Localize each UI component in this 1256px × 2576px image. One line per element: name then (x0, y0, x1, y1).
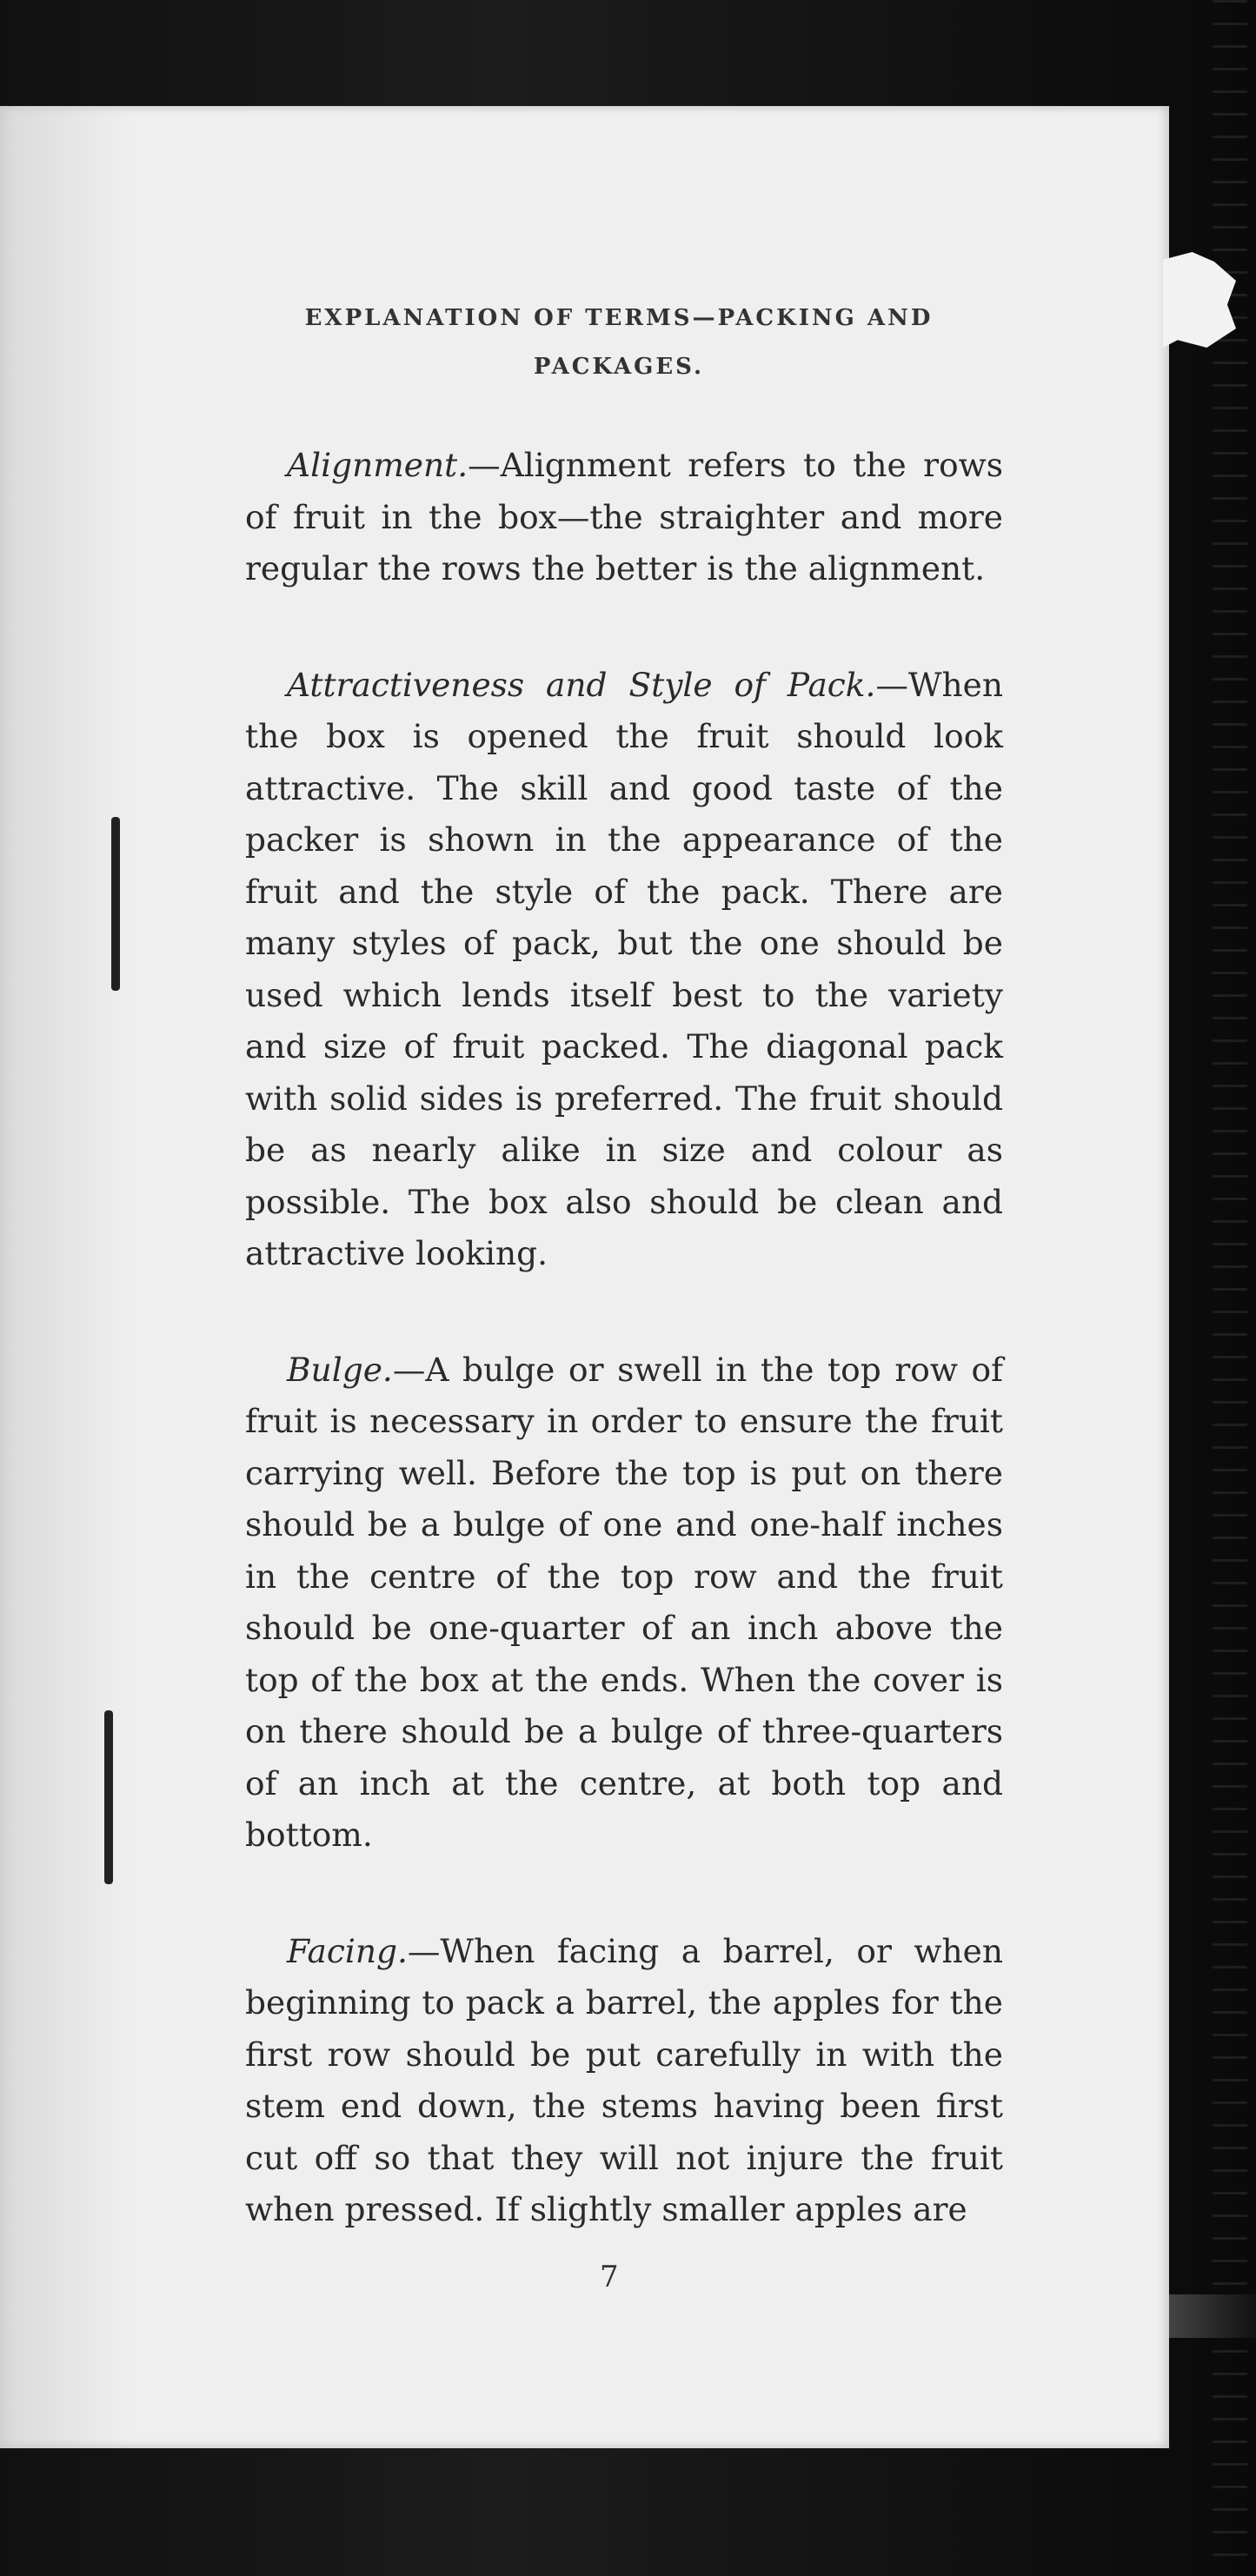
binding-mark (111, 817, 120, 991)
paragraph-text: —When the box is opened the fruit should look attractive. The skill and good taste of the packer is shown in the appearance of the fruit and the style of the pack. There are many styles of pack, but the one should be used which lends itself best to the variety and size of fruit packed. The diagonal pack with solid sides is preferred. The fruit should be as nearly alike in size and colour as possible. The box also should be clean and attractive looking. (245, 665, 1003, 1272)
paragraph-text: —When facing a barrel, or when beginning to pack a barrel, the apples for the first row should be put carefully in with the stem end down, the stems having been first cut off so that they will not injure the fruit when pressed. If slightly smaller apples are (245, 1931, 1003, 2228)
film-edge-block (1169, 2294, 1256, 2338)
page-content (245, 294, 1003, 2236)
term-label: Alignment. (287, 446, 469, 484)
paragraph-bulge (245, 1344, 1003, 1862)
paragraph-text: —Alignment refers to the rows of fruit in the box—the straighter and more regular the rows the better is the alignment. (245, 446, 1003, 588)
paragraph-alignment (245, 440, 1003, 595)
term-label: Facing. (287, 1931, 408, 1970)
paragraph-facing (245, 1926, 1003, 2236)
section-heading: EXPLANATION OF TERMS—PACKING AND PACKAGES. (304, 305, 934, 380)
page-gutter-shadow (0, 106, 130, 2448)
binding-mark (104, 1710, 113, 1884)
paragraph-attractiveness (245, 660, 1003, 1280)
page-number: 7 (600, 2260, 619, 2294)
term-label: Attractiveness and Style of Pack. (287, 665, 876, 704)
term-label: Bulge. (287, 1350, 393, 1389)
paragraph-text: —A bulge or swell in the top row of fruit is necessary in order to ensure the fruit carrying well. Before the top is put on there should be a bulge of one and one-half inches in the centre of the top row and the fruit should be one-quarter of an inch above the top of the box at the ends. When the cover is on there should be a bulge of three-quarters of an inch at the centre, at both top and bottom. (245, 1350, 1003, 1854)
film-edge-marks (1213, 0, 1247, 2576)
